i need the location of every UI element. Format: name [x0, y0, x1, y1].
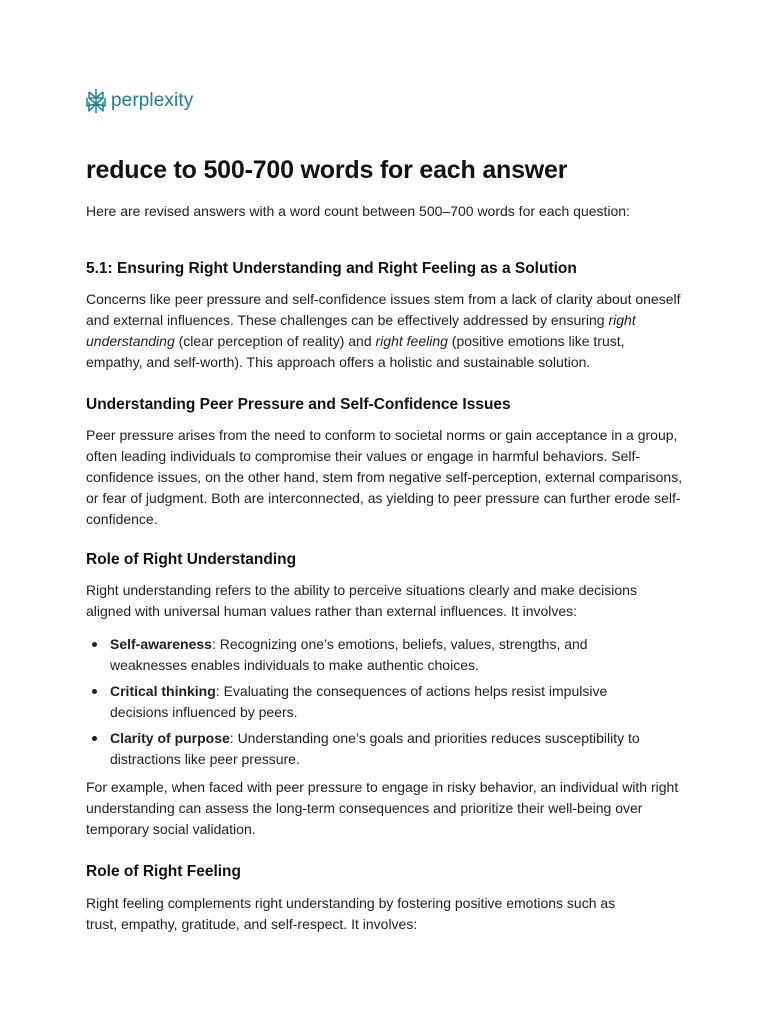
- page-title: reduce to 500-700 words for each answer: [86, 156, 568, 184]
- list-item-text: : Understanding one’s goals and priorities reduces susceptibility to distractions like peer pressure.: [110, 730, 640, 767]
- list-item-term: Critical thinking: [110, 683, 216, 699]
- right-understanding-paragraph: Right understanding refers to the ability to perceive situations clearly and make decisions aligned with universal human values rather than external influences. It involves:: [86, 582, 637, 619]
- bullet-dot: [92, 642, 97, 647]
- list-item: [86, 728, 666, 770]
- bullet-dot: [92, 689, 97, 694]
- para-text: (clear perception of reality) and: [174, 333, 376, 349]
- right-understanding-example: For example, when faced with peer pressure to engage in risky behavior, an individual with right understanding can assess the long-term consequences and prioritize their well-being over temporary social validation.: [86, 779, 679, 837]
- intro-text: Here are revised answers with a word count between 500–700 words for each question:: [86, 203, 630, 219]
- para-emphasis-right-feeling: right feeling: [375, 333, 448, 349]
- list-item-term: Clarity of purpose: [110, 730, 230, 746]
- para-emphasis-right-understanding: right understanding: [86, 312, 636, 349]
- list-item-term: Self-awareness: [110, 636, 212, 652]
- section-heading-right-feeling: Role of Right Feeling: [86, 863, 241, 880]
- list-item: [86, 681, 666, 723]
- brand-name: perplexity: [111, 90, 194, 111]
- para-text: Concerns like peer pressure and self-confidence issues stem from a lack of clarity about oneself and external influences. These challenges can be effectively addressed by ensuring: [86, 291, 681, 328]
- section-5-1-paragraph: [86, 289, 684, 373]
- section-heading-5-1: 5.1: Ensuring Right Understanding and Right Feeling as a Solution: [86, 260, 577, 277]
- para-text: (positive emotions like trust, empathy, and self-worth). This approach offers a holistic and sustainable solution.: [86, 333, 625, 370]
- list-item-text: : Recognizing one’s emotions, beliefs, values, strengths, and weaknesses enables individuals to make authentic choices.: [110, 636, 588, 673]
- perplexity-logo-icon: [86, 88, 106, 114]
- section-heading-right-understanding: Role of Right Understanding: [86, 551, 297, 568]
- bullet-dot: [92, 736, 97, 741]
- right-understanding-list: [86, 634, 666, 775]
- peer-pressure-paragraph: Peer pressure arises from the need to conform to societal norms or gain acceptance in a group, often leading individuals to compromise their values or engage in harmful behaviors. Self-confidence issues, on the other hand, stem from negative self-perception, external comparisons, or fear of judgment. Both are interconnected, as yielding to peer pressure can further erode self-confidence.: [86, 427, 683, 527]
- section-heading-peer-pressure: Understanding Peer Pressure and Self-Confidence Issues: [86, 396, 511, 413]
- list-item: [86, 634, 666, 676]
- list-item-text: : Evaluating the consequences of actions helps resist impulsive decisions influenced by peers.: [110, 683, 608, 720]
- right-feeling-paragraph: Right feeling complements right understanding by fostering positive emotions such as trust, empathy, gratitude, and self-respect. It involves:: [86, 895, 616, 932]
- brand-header: [86, 88, 193, 114]
